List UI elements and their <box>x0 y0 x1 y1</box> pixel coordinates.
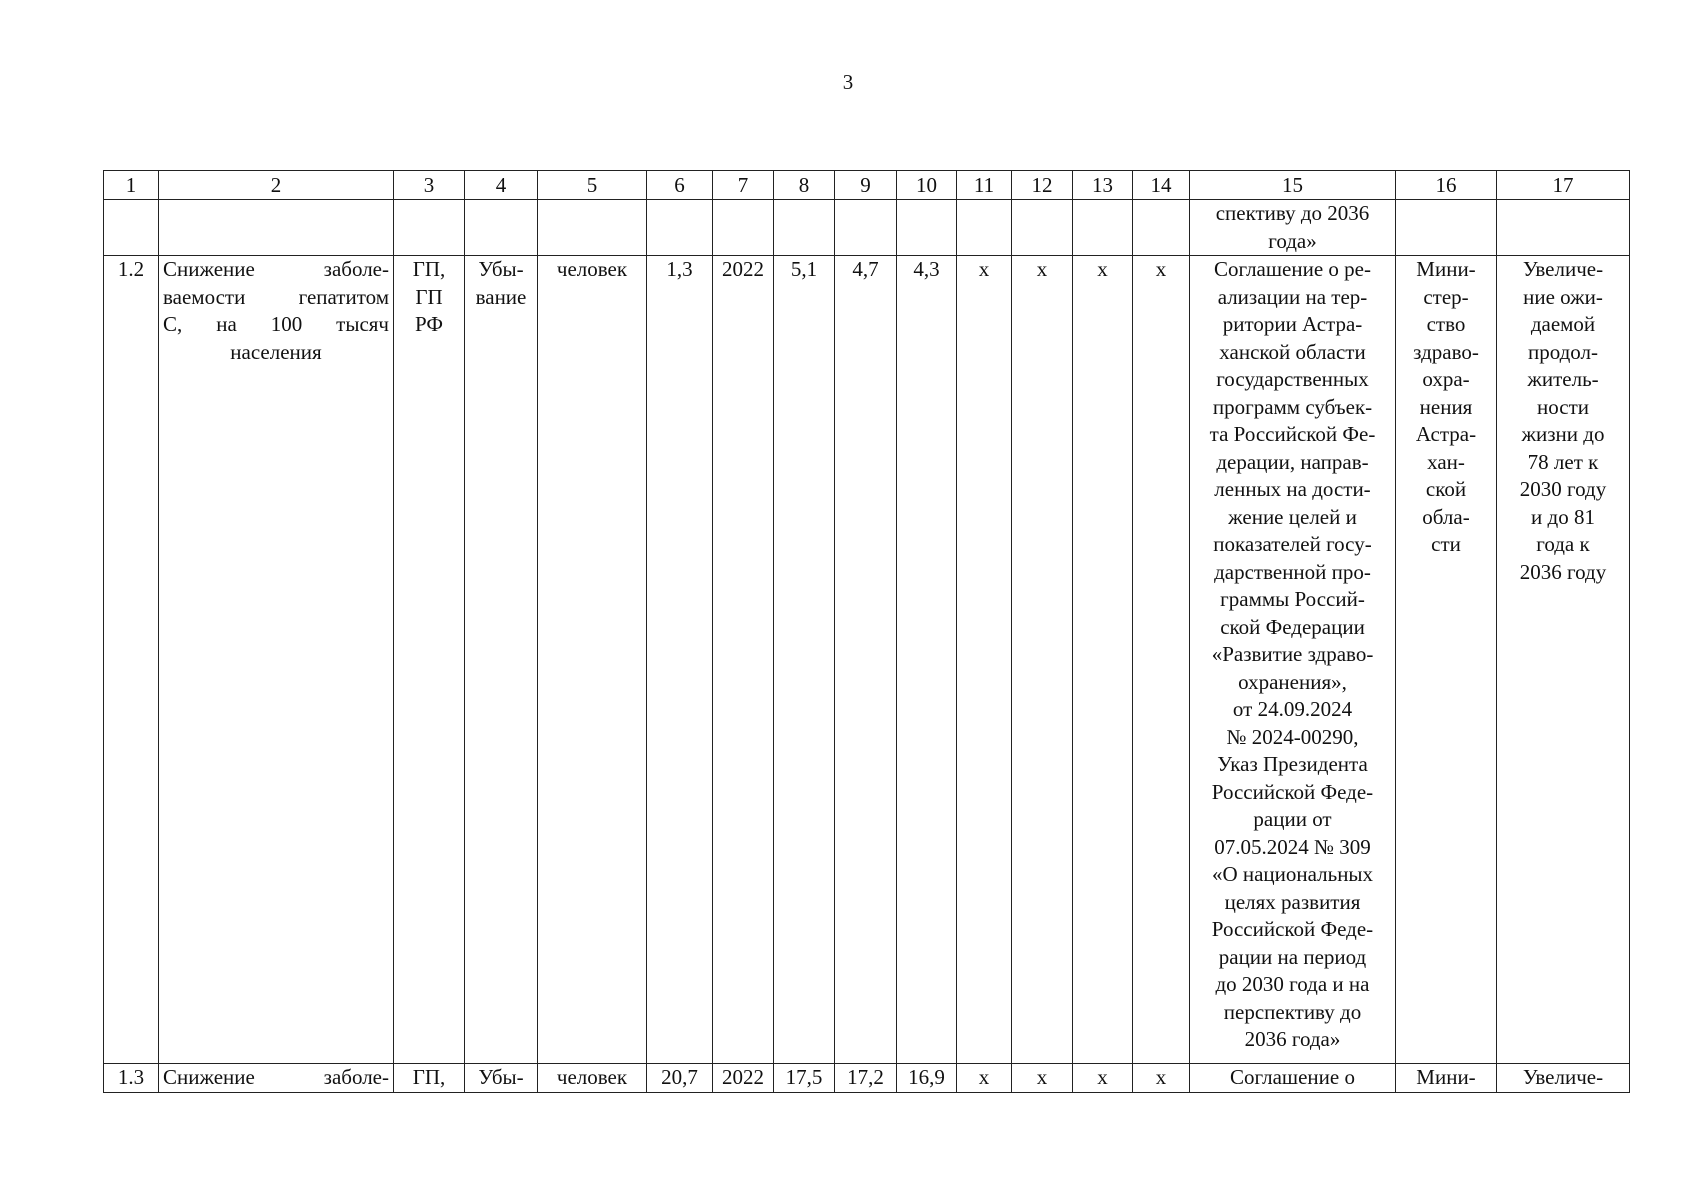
column-number: 16 <box>1396 171 1497 200</box>
text-line: 07.05.2024 № 309 <box>1214 834 1371 859</box>
column-number: 1 <box>104 171 159 200</box>
table-cell <box>394 200 465 256</box>
column-number: 5 <box>538 171 647 200</box>
column-number-row <box>104 171 1630 200</box>
table-cell <box>1497 200 1630 256</box>
base-year: 2022 <box>713 256 774 1064</box>
indicator-name <box>159 256 394 1064</box>
text-line: ГП <box>415 284 443 309</box>
text-line: и до 81 <box>1531 504 1595 529</box>
indicator-level <box>394 256 465 1064</box>
text-line: житель- <box>1527 367 1599 391</box>
text-line: рации на период <box>1218 944 1367 969</box>
text-line: Мини- <box>1416 257 1476 281</box>
value-col12: х <box>1012 256 1073 1064</box>
value-col12: х <box>1012 1064 1073 1093</box>
indicator-name <box>159 1064 394 1093</box>
column-number: 10 <box>897 171 957 200</box>
responsible-body <box>1396 256 1497 1064</box>
base-year: 2022 <box>713 1064 774 1093</box>
text-line: спективу до 2036 <box>1215 201 1370 225</box>
text-line: стер- <box>1423 284 1469 309</box>
text-line: программ субъек- <box>1212 394 1373 419</box>
table-cell <box>835 200 897 256</box>
text-line: перспективу до <box>1223 999 1362 1024</box>
text-line: № 2024-00290, <box>1226 724 1359 749</box>
text-line: ритории Астра- <box>1222 312 1363 336</box>
column-number: 4 <box>465 171 538 200</box>
text-line: ализации на тер- <box>1217 284 1368 309</box>
column-number: 12 <box>1012 171 1073 200</box>
text-line: даемой <box>1530 312 1596 336</box>
text-line: ской Федерации <box>1220 614 1365 639</box>
value-col8: 5,1 <box>774 256 835 1064</box>
text-line: «О национальных <box>1211 862 1374 886</box>
column-number: 8 <box>774 171 835 200</box>
column-number: 3 <box>394 171 465 200</box>
table-cell <box>647 200 713 256</box>
value-col10: 4,3 <box>897 256 957 1064</box>
text-line: Астра- <box>1415 422 1477 446</box>
national-goal-link: Увеличе- <box>1497 1064 1630 1093</box>
text-line: охранения», <box>1238 669 1347 694</box>
text-line: ханской области <box>1219 339 1366 364</box>
table-cell <box>159 200 394 256</box>
text-line: 78 лет к <box>1527 449 1599 474</box>
text-line: вание <box>475 284 527 309</box>
value-col13: х <box>1073 1064 1133 1093</box>
text-line: Убы- <box>478 257 524 281</box>
text-line: хан- <box>1427 449 1465 474</box>
text-line: ленных на дости- <box>1214 477 1371 501</box>
row-number: 1.2 <box>104 256 159 1064</box>
unit: человек <box>538 256 647 1064</box>
text-line: Соглашение о ре- <box>1214 257 1371 281</box>
table-cell <box>465 200 538 256</box>
text-line: здраво- <box>1413 339 1479 364</box>
text-line: 2036 года» <box>1244 1027 1341 1051</box>
text-line: рации от <box>1253 807 1332 831</box>
table-row <box>104 256 1630 1064</box>
text-line: года к <box>1536 532 1590 556</box>
text-line: обла- <box>1422 504 1470 529</box>
text-line: до 2030 года и на <box>1215 972 1370 996</box>
text-line: охра- <box>1422 367 1470 391</box>
base-value: 1,3 <box>647 256 713 1064</box>
document-basis: Соглашение о <box>1190 1064 1396 1093</box>
column-number: 9 <box>835 171 897 200</box>
text-line: года» <box>1268 228 1317 253</box>
table-cell <box>104 200 159 256</box>
table-cell <box>1012 200 1073 256</box>
column-number: 17 <box>1497 171 1630 200</box>
text-line: Российской Феде- <box>1211 917 1374 941</box>
indicator-trend <box>465 256 538 1064</box>
table-cell <box>1396 200 1497 256</box>
value-col14: х <box>1133 1064 1190 1093</box>
table-cell <box>774 200 835 256</box>
text-line: продол- <box>1527 339 1598 364</box>
text-line: граммы Россий- <box>1220 587 1365 611</box>
value-col13: х <box>1073 256 1133 1064</box>
base-value: 20,7 <box>647 1064 713 1093</box>
text-line: показателей госу- <box>1213 532 1372 556</box>
text-line: жизни до <box>1521 422 1605 446</box>
text-line: «Развитие здраво- <box>1211 642 1374 666</box>
column-number: 2 <box>159 171 394 200</box>
table-cell <box>1133 200 1190 256</box>
row-number: 1.3 <box>104 1064 159 1093</box>
unit: человек <box>538 1064 647 1093</box>
table-row <box>104 1064 1630 1093</box>
text-line: Увеличе- <box>1522 257 1604 281</box>
value-col14: х <box>1133 256 1190 1064</box>
column-number: 11 <box>957 171 1012 200</box>
text-line: сти <box>1431 532 1461 556</box>
column-number: 14 <box>1133 171 1190 200</box>
text-line: от 24.09.2024 <box>1232 697 1353 721</box>
value-col9: 17,2 <box>835 1064 897 1093</box>
table-cell <box>538 200 647 256</box>
national-goal-link <box>1497 256 1630 1064</box>
text-line: 2030 году <box>1519 477 1607 501</box>
text-line: 2036 году <box>1519 559 1607 584</box>
value-col11: х <box>957 256 1012 1064</box>
continuation-document-cell <box>1190 200 1396 256</box>
table-cell <box>897 200 957 256</box>
indicator-level: ГП, <box>394 1064 465 1093</box>
text-line: дерации, направ- <box>1216 449 1369 474</box>
value-col10: 16,9 <box>897 1064 957 1093</box>
value-col9: 4,7 <box>835 256 897 1064</box>
text-line: жение целей и <box>1228 504 1357 529</box>
text-line: Указ Президента <box>1217 752 1368 776</box>
indicator-trend: Убы- <box>465 1064 538 1093</box>
text-line: РФ <box>415 312 443 336</box>
table-cell <box>1073 200 1133 256</box>
text-line: целях развития <box>1224 889 1361 914</box>
text-line: дарственной про- <box>1214 559 1371 584</box>
text-line: государственных <box>1216 367 1369 391</box>
text-line: ской <box>1425 477 1467 501</box>
text-line: нения <box>1419 394 1473 419</box>
text-line: Снижение заболе- <box>163 257 389 281</box>
text-line: Российской Феде- <box>1211 779 1374 804</box>
text-line: ство <box>1426 312 1466 336</box>
text-line: населения <box>230 339 322 364</box>
column-number: 6 <box>647 171 713 200</box>
table-cell <box>957 200 1012 256</box>
column-number: 7 <box>713 171 774 200</box>
text-line: Снижение заболе- <box>163 1065 389 1089</box>
text-line: ГП, <box>412 257 446 281</box>
text-line: ние ожи- <box>1523 284 1603 309</box>
value-col8: 17,5 <box>774 1064 835 1093</box>
table-cell <box>713 200 774 256</box>
indicators-table <box>103 170 1630 1093</box>
value-col11: х <box>957 1064 1012 1093</box>
text-line: ваемости гепатитом <box>163 284 389 309</box>
continuation-row <box>104 200 1630 256</box>
document-basis <box>1190 256 1396 1064</box>
responsible-body: Мини- <box>1396 1064 1497 1093</box>
text-line: ности <box>1537 394 1589 419</box>
column-number: 13 <box>1073 171 1133 200</box>
text-line: та Российской Фе- <box>1209 422 1376 446</box>
column-number: 15 <box>1190 171 1396 200</box>
page-number: 3 <box>842 70 854 94</box>
text-line: С, на 100 тысяч <box>163 312 389 336</box>
